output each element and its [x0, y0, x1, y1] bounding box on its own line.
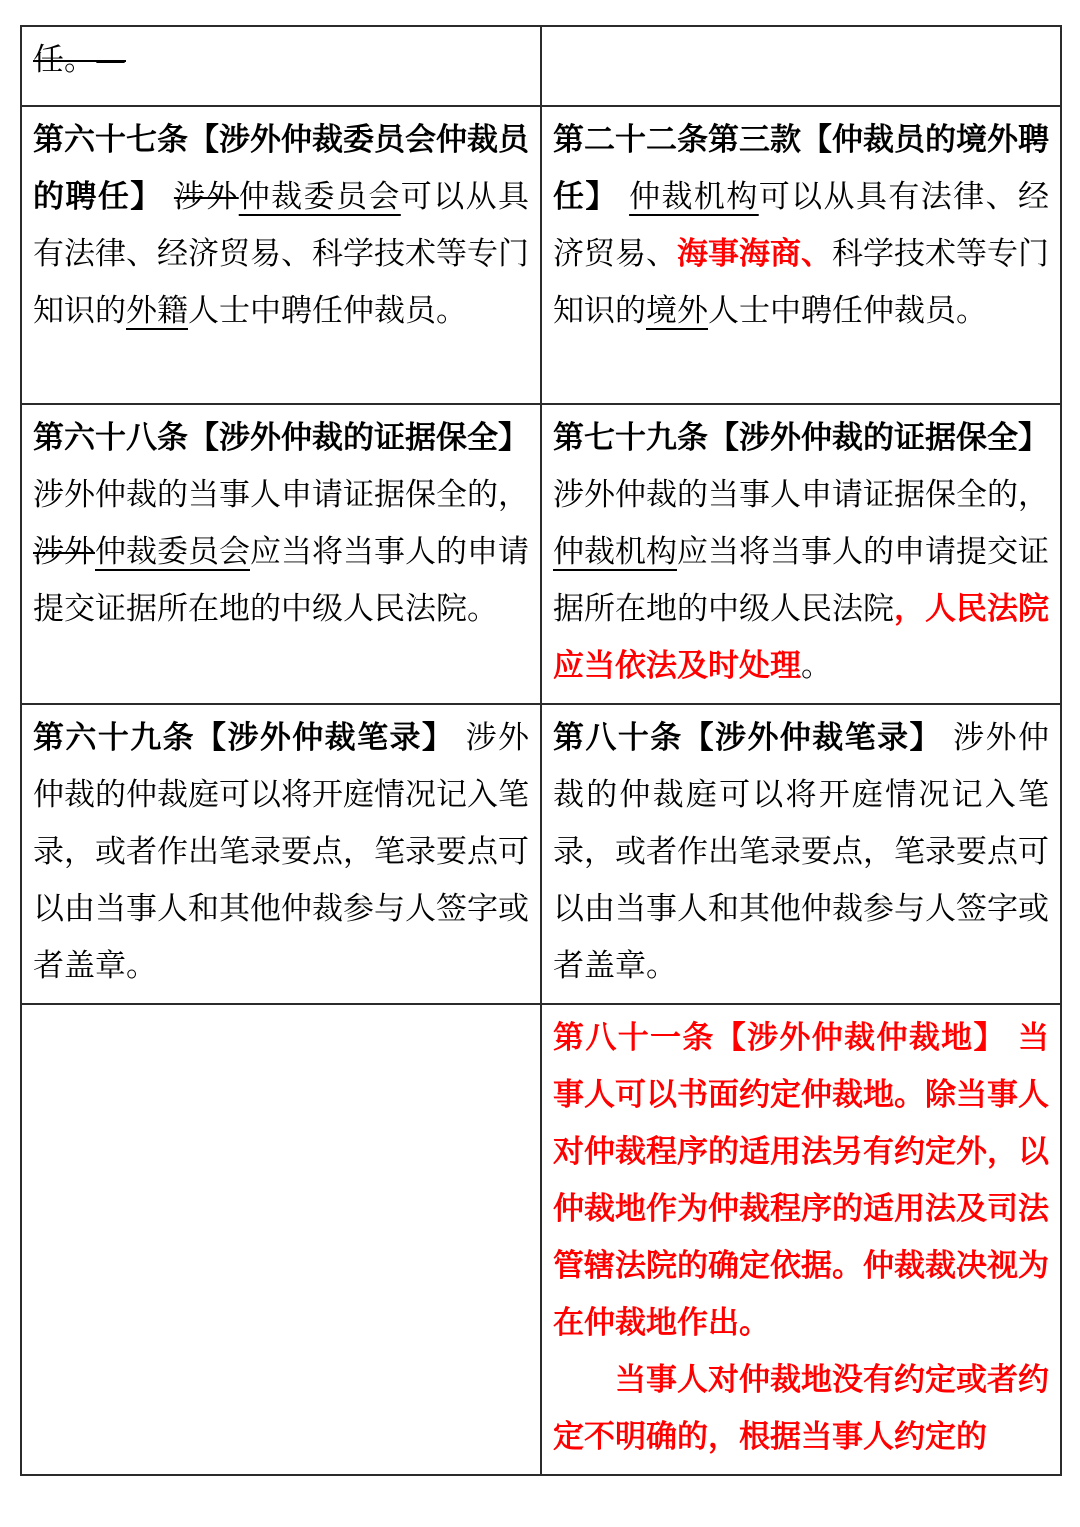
text-run-normal: 涉外仲裁的当事人申请证据保全的，	[33, 477, 529, 513]
law-comparison-table-body	[21, 26, 1061, 1475]
text-run-normal	[618, 179, 629, 215]
paragraph	[33, 710, 529, 995]
text-run-bold: 第六十七条【涉外仲裁委员会仲裁员的聘任】	[33, 122, 529, 215]
text-run-red-bold: 当事人对仲裁地没有约定或者约定不明确的，根据当事人约定的	[553, 1362, 1049, 1455]
cell-left-row2	[21, 106, 541, 404]
text-run-bold: 第八十条【涉外仲裁笔录】	[553, 720, 942, 756]
text-run-bold: 第六十九条【涉外仲裁笔录】	[33, 720, 455, 756]
text-run-underline: 仲裁委员会	[238, 179, 401, 215]
cell-right-row2	[541, 106, 1061, 404]
cell-right-row3	[541, 404, 1061, 704]
text-run-normal: 应当将当事人的申请提交证据所在地的中级人民法院	[553, 534, 1049, 627]
cell-left-row5	[21, 1004, 541, 1475]
text-run-bold: 第七十九条【涉外仲裁的证据保全】	[553, 420, 1049, 456]
paragraph	[33, 32, 529, 89]
cell-right-row4	[541, 704, 1061, 1004]
cell-right-row5	[541, 1004, 1061, 1475]
text-run-red-bold: 海事海商、	[677, 236, 832, 272]
text-run-normal: 可以从具有法律、经济贸易、	[553, 179, 1050, 272]
cell-left-row1	[21, 26, 541, 106]
text-run-underline: 外籍	[126, 293, 188, 329]
law-comparison-table	[20, 25, 1062, 1476]
table-row-4	[21, 704, 1061, 1004]
text-run-normal: 涉外仲裁的仲裁庭可以将开庭情况记入笔录，或者作出笔录要点，笔录要点可以由当事人和其他仲裁参与人签字或者盖章。	[553, 720, 1050, 984]
paragraph	[553, 1352, 1049, 1466]
text-run-red-bold: 当事人可以书面约定仲裁地。除当事人对仲裁程序的适用法另有约定外，以仲裁地作为仲裁程序的适用法及司法管辖法院的确定依据。仲裁裁决视为在仲裁地作出。	[553, 1020, 1049, 1341]
text-run-normal: 人士中聘任仲裁员。	[708, 293, 987, 329]
table-row-3	[21, 404, 1061, 704]
text-run-red-bold: 第八十一条【涉外仲裁仲裁地】	[553, 1020, 1006, 1056]
text-run-bold: 第二十二条第三款【仲裁员的境外聘任】	[553, 122, 1049, 215]
text-run-normal: 涉外仲裁的当事人申请证据保全的，	[553, 477, 1049, 513]
cell-left-row3	[21, 404, 541, 704]
text-run-normal: 可以从具有法律、经济贸易、科学技术等专门知识的	[33, 179, 530, 329]
text-run-normal: 涉外仲裁的仲裁庭可以将开庭情况记入笔录，或者作出笔录要点，笔录要点可以由当事人和其他仲裁参与人签字或者盖章。	[33, 720, 530, 984]
text-run-normal	[163, 179, 174, 215]
text-run-red-bold: ，人民法院应当依法及时处理	[553, 591, 1049, 684]
text-run-strike: 任。—	[33, 42, 126, 78]
paragraph	[553, 410, 1049, 695]
text-run-underline: 仲裁机构	[553, 534, 677, 570]
text-run-underline: 境外	[646, 293, 708, 329]
table-row-1	[21, 26, 1061, 106]
table-row-5	[21, 1004, 1061, 1475]
text-run-normal: 科学技术等专门知识的	[553, 236, 1049, 329]
text-run-bold: 第六十八条【涉外仲裁的证据保全】	[33, 420, 529, 456]
paragraph	[33, 112, 529, 340]
text-run-normal: 。	[801, 648, 832, 684]
cell-right-row1	[541, 26, 1061, 106]
table-row-2	[21, 106, 1061, 404]
text-run-underline: 仲裁机构	[629, 179, 759, 215]
cell-left-row4	[21, 704, 541, 1004]
paragraph	[33, 410, 529, 638]
paragraph	[553, 112, 1049, 340]
text-run-strike: 涉外	[173, 179, 239, 215]
paragraph	[553, 710, 1049, 995]
paragraph	[553, 1010, 1049, 1352]
text-run-strike: 涉外	[33, 534, 95, 570]
text-run-normal: 应当将当事人的申请提交证据所在地的中级人民法院。	[33, 534, 529, 627]
text-run-normal: 人士中聘任仲裁员。	[188, 293, 467, 329]
text-run-underline: 仲裁委员会	[95, 534, 250, 570]
